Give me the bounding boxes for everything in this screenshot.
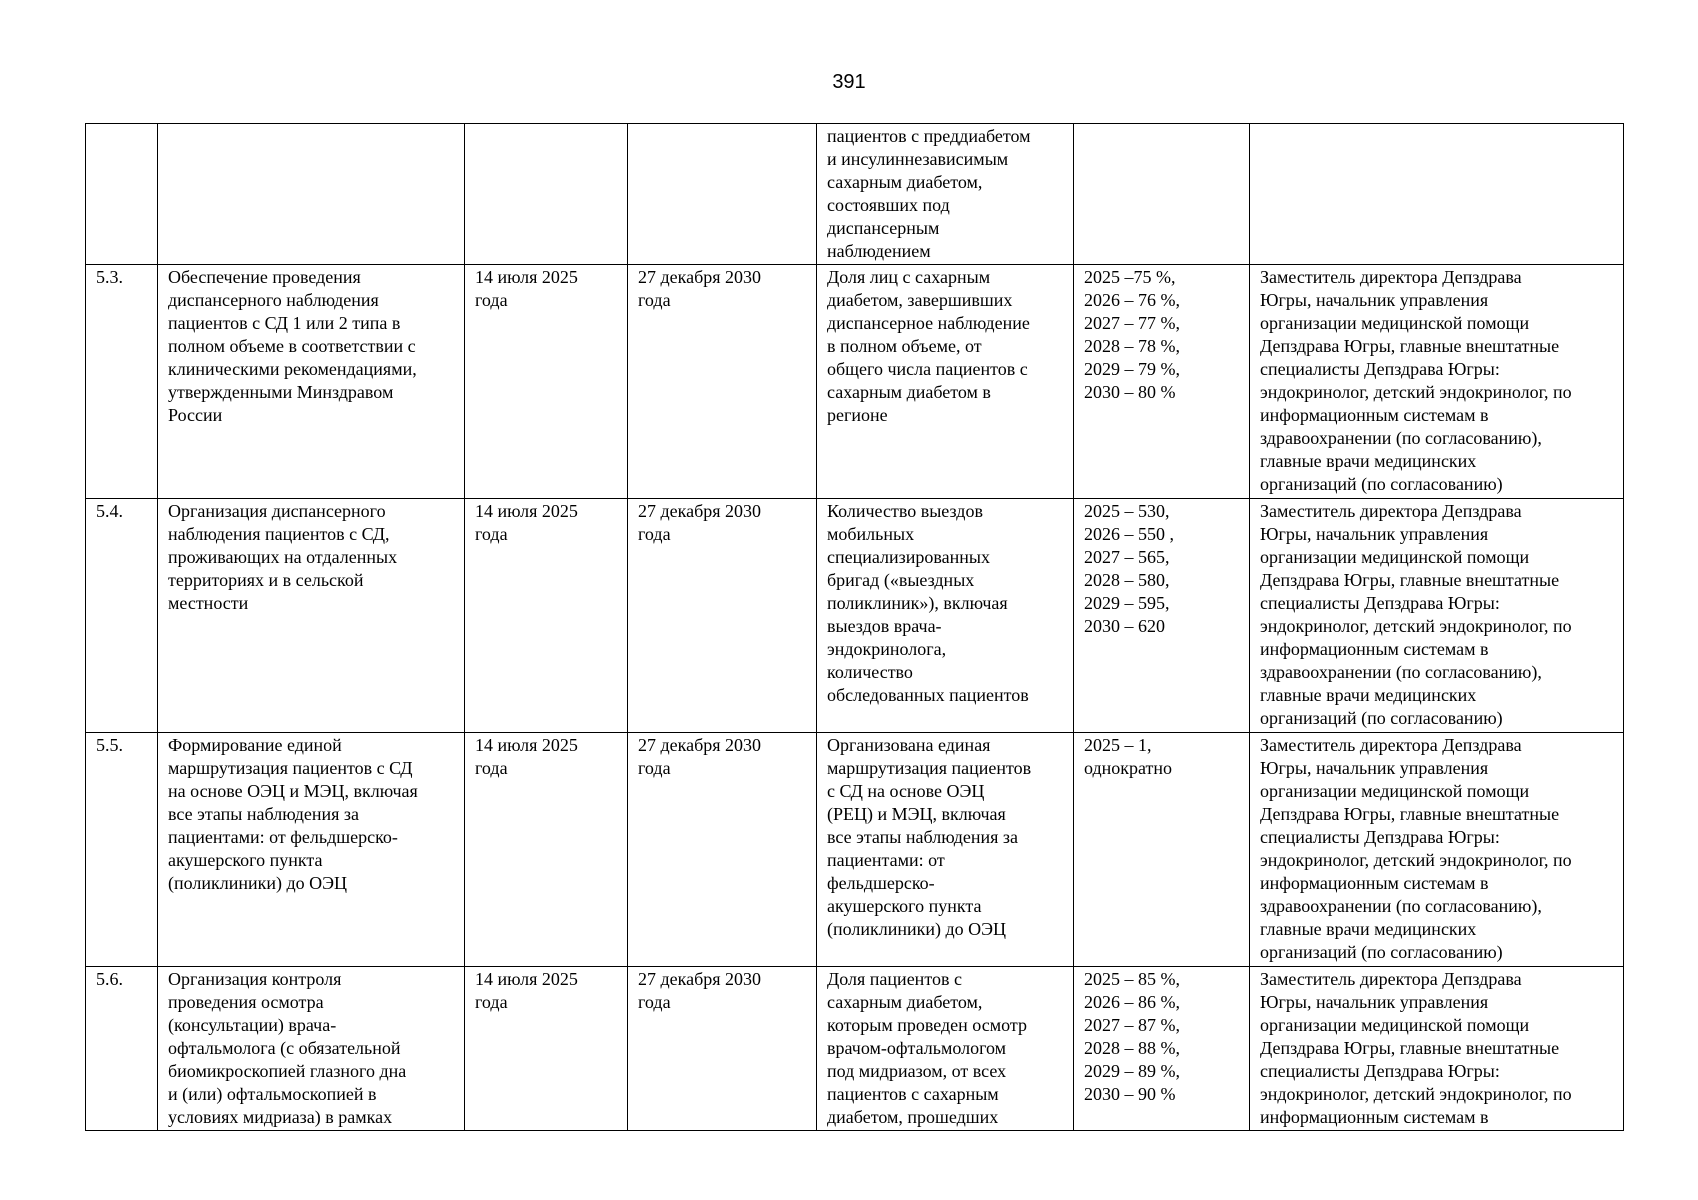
cell-indicator: Организована единая маршрутизация пациентов с СД на основе ОЭЦ (РЕЦ) и МЭЦ, включая все этапы наблюдения за пациентами: от фельдшерско- акушерского пункта (поликлиники) до ОЭЦ	[817, 733, 1074, 967]
activities-table	[85, 123, 1624, 1131]
cell-end-date: 27 декабря 2030 года	[628, 265, 817, 499]
cell-responsible: Заместитель директора Депздрава Югры, начальник управления организации медицинской помощи Депздрава Югры, главные внештатные специалисты Депздрава Югры: эндокринолог, детский эндокринолог, по информационным системам в здравоохранении (по согласованию), главные врачи медицинских организаций (по согласованию)	[1250, 733, 1624, 967]
cell-activity: Организация контроля проведения осмотра (консультации) врача- офтальмолога (с обязательной биомикроскопией глазного дна и (или) офтальмоскопией в условиях мидриаза) в рамках	[158, 967, 465, 1131]
cell-end-date	[628, 124, 817, 265]
table-row	[86, 733, 1624, 967]
cell-values: 2025 – 530, 2026 – 550 , 2027 – 565, 2028 – 580, 2029 – 595, 2030 – 620	[1074, 499, 1250, 733]
cell-number: 5.3.	[86, 265, 158, 499]
cell-responsible	[1250, 124, 1624, 265]
cell-values	[1074, 124, 1250, 265]
cell-responsible: Заместитель директора Депздрава Югры, начальник управления организации медицинской помощи Депздрава Югры, главные внештатные специалисты Депздрава Югры: эндокринолог, детский эндокринолог, по информационным системам в	[1250, 967, 1624, 1131]
cell-activity: Формирование единой маршрутизация пациентов с СД на основе ОЭЦ и МЭЦ, включая все этапы наблюдения за пациентами: от фельдшерско- акушерского пункта (поликлиники) до ОЭЦ	[158, 733, 465, 967]
cell-activity	[158, 124, 465, 265]
cell-start-date: 14 июля 2025 года	[465, 499, 628, 733]
cell-indicator: Доля лиц с сахарным диабетом, завершивших диспансерное наблюдение в полном объеме, от общего числа пациентов с сахарным диабетом в регионе	[817, 265, 1074, 499]
cell-number	[86, 124, 158, 265]
cell-number: 5.4.	[86, 499, 158, 733]
cell-number: 5.6.	[86, 967, 158, 1131]
cell-responsible: Заместитель директора Депздрава Югры, начальник управления организации медицинской помощи Депздрава Югры, главные внештатные специалисты Депздрава Югры: эндокринолог, детский эндокринолог, по информационным системам в здравоохранении (по согласованию), главные врачи медицинских организаций (по согласованию)	[1250, 499, 1624, 733]
cell-start-date: 14 июля 2025 года	[465, 265, 628, 499]
cell-end-date: 27 декабря 2030 года	[628, 733, 817, 967]
cell-responsible: Заместитель директора Депздрава Югры, начальник управления организации медицинской помощи Депздрава Югры, главные внештатные специалисты Депздрава Югры: эндокринолог, детский эндокринолог, по информационным системам в здравоохранении (по согласованию), главные врачи медицинских организаций (по согласованию)	[1250, 265, 1624, 499]
cell-values: 2025 – 1, однократно	[1074, 733, 1250, 967]
table-row	[86, 499, 1624, 733]
cell-indicator: пациентов с преддиабетом и инсулиннезависимым сахарным диабетом, состоявших под диспансерным наблюдением	[817, 124, 1074, 265]
table-row	[86, 967, 1624, 1131]
cell-start-date: 14 июля 2025 года	[465, 733, 628, 967]
cell-end-date: 27 декабря 2030 года	[628, 499, 817, 733]
table-row	[86, 265, 1624, 499]
cell-values: 2025 –75 %, 2026 – 76 %, 2027 – 77 %, 2028 – 78 %, 2029 – 79 %, 2030 – 80 %	[1074, 265, 1250, 499]
page-number: 391	[832, 71, 866, 93]
cell-activity: Обеспечение проведения диспансерного наблюдения пациентов с СД 1 или 2 типа в полном объеме в соответствии с клиническими рекомендациями, утвержденными Минздравом России	[158, 265, 465, 499]
cell-end-date: 27 декабря 2030 года	[628, 967, 817, 1131]
cell-number: 5.5.	[86, 733, 158, 967]
cell-indicator: Количество выездов мобильных специализированных бригад («выездных поликлиник»), включая выездов врача- эндокринолога, количество обследованных пациентов	[817, 499, 1074, 733]
cell-start-date: 14 июля 2025 года	[465, 967, 628, 1131]
table-row	[86, 124, 1624, 265]
cell-indicator: Доля пациентов с сахарным диабетом, которым проведен осмотр врачом-офтальмологом под мидриазом, от всех пациентов с сахарным диабетом, прошедших	[817, 967, 1074, 1131]
cell-activity: Организация диспансерного наблюдения пациентов с СД, проживающих на отдаленных территориях и в сельской местности	[158, 499, 465, 733]
cell-start-date	[465, 124, 628, 265]
cell-values: 2025 – 85 %, 2026 – 86 %, 2027 – 87 %, 2028 – 88 %, 2029 – 89 %, 2030 – 90 %	[1074, 967, 1250, 1131]
